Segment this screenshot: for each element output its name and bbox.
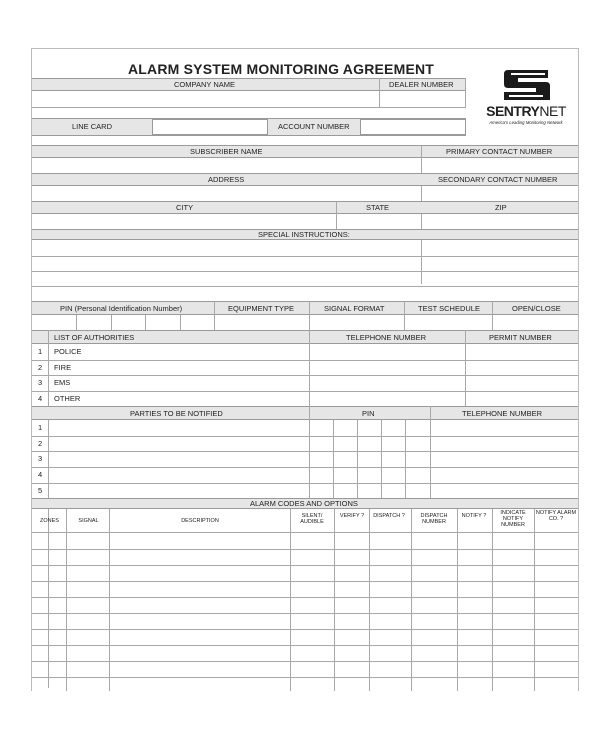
logo-brand-light: NET xyxy=(539,103,566,119)
city-field[interactable] xyxy=(32,215,336,229)
primary-contact-label: PRIMARY CONTACT NUMBER xyxy=(446,147,553,156)
secondary-contact-field[interactable] xyxy=(422,187,578,201)
primary-contact-field[interactable] xyxy=(422,159,578,173)
pin-field[interactable] xyxy=(32,316,214,331)
alarm-codes-column-header xyxy=(32,509,578,533)
line-card-label: LINE CARD xyxy=(72,122,113,131)
col-silent-audible: SILENT/ AUDIBLE xyxy=(300,513,324,526)
test-schedule-label: TEST SCHEDULE xyxy=(418,304,480,313)
logo-brand-bold: SENTRY xyxy=(486,103,540,119)
parties-pin-label: PIN xyxy=(362,409,375,418)
account-number-label: ACCOUNT NUMBER xyxy=(278,122,350,131)
parties-label: PARTIES TO BE NOTIFIED xyxy=(130,409,223,418)
subscriber-name-field[interactable] xyxy=(32,159,421,173)
zip-label: ZIP xyxy=(495,203,507,212)
company-name-field[interactable] xyxy=(32,92,379,107)
special-instructions-label: SPECIAL INSTRUCTIONS: xyxy=(258,230,350,239)
authority-row-name: OTHER xyxy=(54,394,81,403)
signal-format-label: SIGNAL FORMAT xyxy=(324,304,385,313)
company-name-label: COMPANY NAME xyxy=(174,80,235,89)
party-row-number: 2 xyxy=(38,439,43,448)
subscriber-name-label: SUBSCRIBER NAME xyxy=(190,147,263,156)
equipment-type-label: EQUIPMENT TYPE xyxy=(228,304,294,313)
authorities-label: LIST OF AUTHORITIES xyxy=(54,333,135,342)
col-zones: ZONES xyxy=(40,518,59,524)
parties-telephone-label: TELEPHONE NUMBER xyxy=(462,409,543,418)
authority-row-name: EMS xyxy=(54,378,71,387)
party-row xyxy=(32,452,578,467)
open-close-field[interactable] xyxy=(493,316,578,331)
party-row xyxy=(32,484,578,499)
open-close-label: OPEN/CLOSE xyxy=(512,304,561,313)
dealer-number-field[interactable] xyxy=(380,92,465,107)
equipment-type-field[interactable] xyxy=(215,316,309,331)
alarm-codes-table-body[interactable] xyxy=(32,534,578,691)
authorities-telephone-label: TELEPHONE NUMBER xyxy=(346,333,427,342)
authority-row xyxy=(32,361,578,376)
col-signal: SIGNAL xyxy=(78,518,99,524)
col-dispatch: DISPATCH ? xyxy=(373,513,405,519)
authority-row-name: FIRE xyxy=(54,363,72,372)
authority-row xyxy=(32,345,578,360)
pin-label: PIN (Personal Identification Number) xyxy=(60,304,183,313)
col-indicate-notify-number: INDICATE NOTIFY NUMBER xyxy=(500,510,526,529)
col-verify: VERIFY ? xyxy=(339,513,365,519)
party-row xyxy=(32,468,578,483)
dealer-number-label: DEALER NUMBER xyxy=(389,80,454,89)
authority-row xyxy=(32,376,578,391)
account-number-field[interactable] xyxy=(360,119,466,135)
form-title: ALARM SYSTEM MONITORING AGREEMENT xyxy=(128,61,435,77)
agreement-form xyxy=(31,48,579,691)
authority-row-number: 3 xyxy=(38,378,43,387)
permit-number-label: PERMIT NUMBER xyxy=(489,333,552,342)
col-notify-alarm-co: NOTIFY ALARM CO. ? xyxy=(535,510,577,523)
authority-row xyxy=(32,392,578,407)
line-card-field[interactable] xyxy=(152,119,268,135)
authority-row-number: 1 xyxy=(38,347,43,356)
col-description: DESCRIPTION xyxy=(181,518,219,524)
party-row-number: 3 xyxy=(38,454,43,463)
secondary-contact-label: SECONDARY CONTACT NUMBER xyxy=(438,175,558,184)
zip-field[interactable] xyxy=(422,215,578,229)
state-label: STATE xyxy=(366,203,390,212)
city-label: CITY xyxy=(176,203,194,212)
sentrynet-logo xyxy=(478,67,574,125)
party-row-number: 1 xyxy=(38,423,43,432)
sentrynet-s-icon xyxy=(478,67,574,103)
address-label: ADDRESS xyxy=(208,175,245,184)
authority-row-number: 4 xyxy=(38,394,43,403)
col-notify: NOTIFY ? xyxy=(461,513,487,519)
authority-row-number: 2 xyxy=(38,363,43,372)
party-row-number: 4 xyxy=(38,470,43,479)
test-schedule-field[interactable] xyxy=(405,316,492,331)
authority-row-name: POLICE xyxy=(54,347,82,356)
alarm-codes-label: ALARM CODES AND OPTIONS xyxy=(250,499,358,508)
party-row-number: 5 xyxy=(38,486,43,495)
logo-wordmark xyxy=(478,103,574,119)
logo-tagline: America's Leading Monitoring Network xyxy=(489,120,563,125)
party-row xyxy=(32,437,578,452)
address-field[interactable] xyxy=(32,187,421,201)
party-row xyxy=(32,421,578,436)
signal-format-field[interactable] xyxy=(310,316,404,331)
state-field[interactable] xyxy=(337,215,421,229)
col-dispatch-number: DISPATCH NUMBER xyxy=(420,513,448,526)
